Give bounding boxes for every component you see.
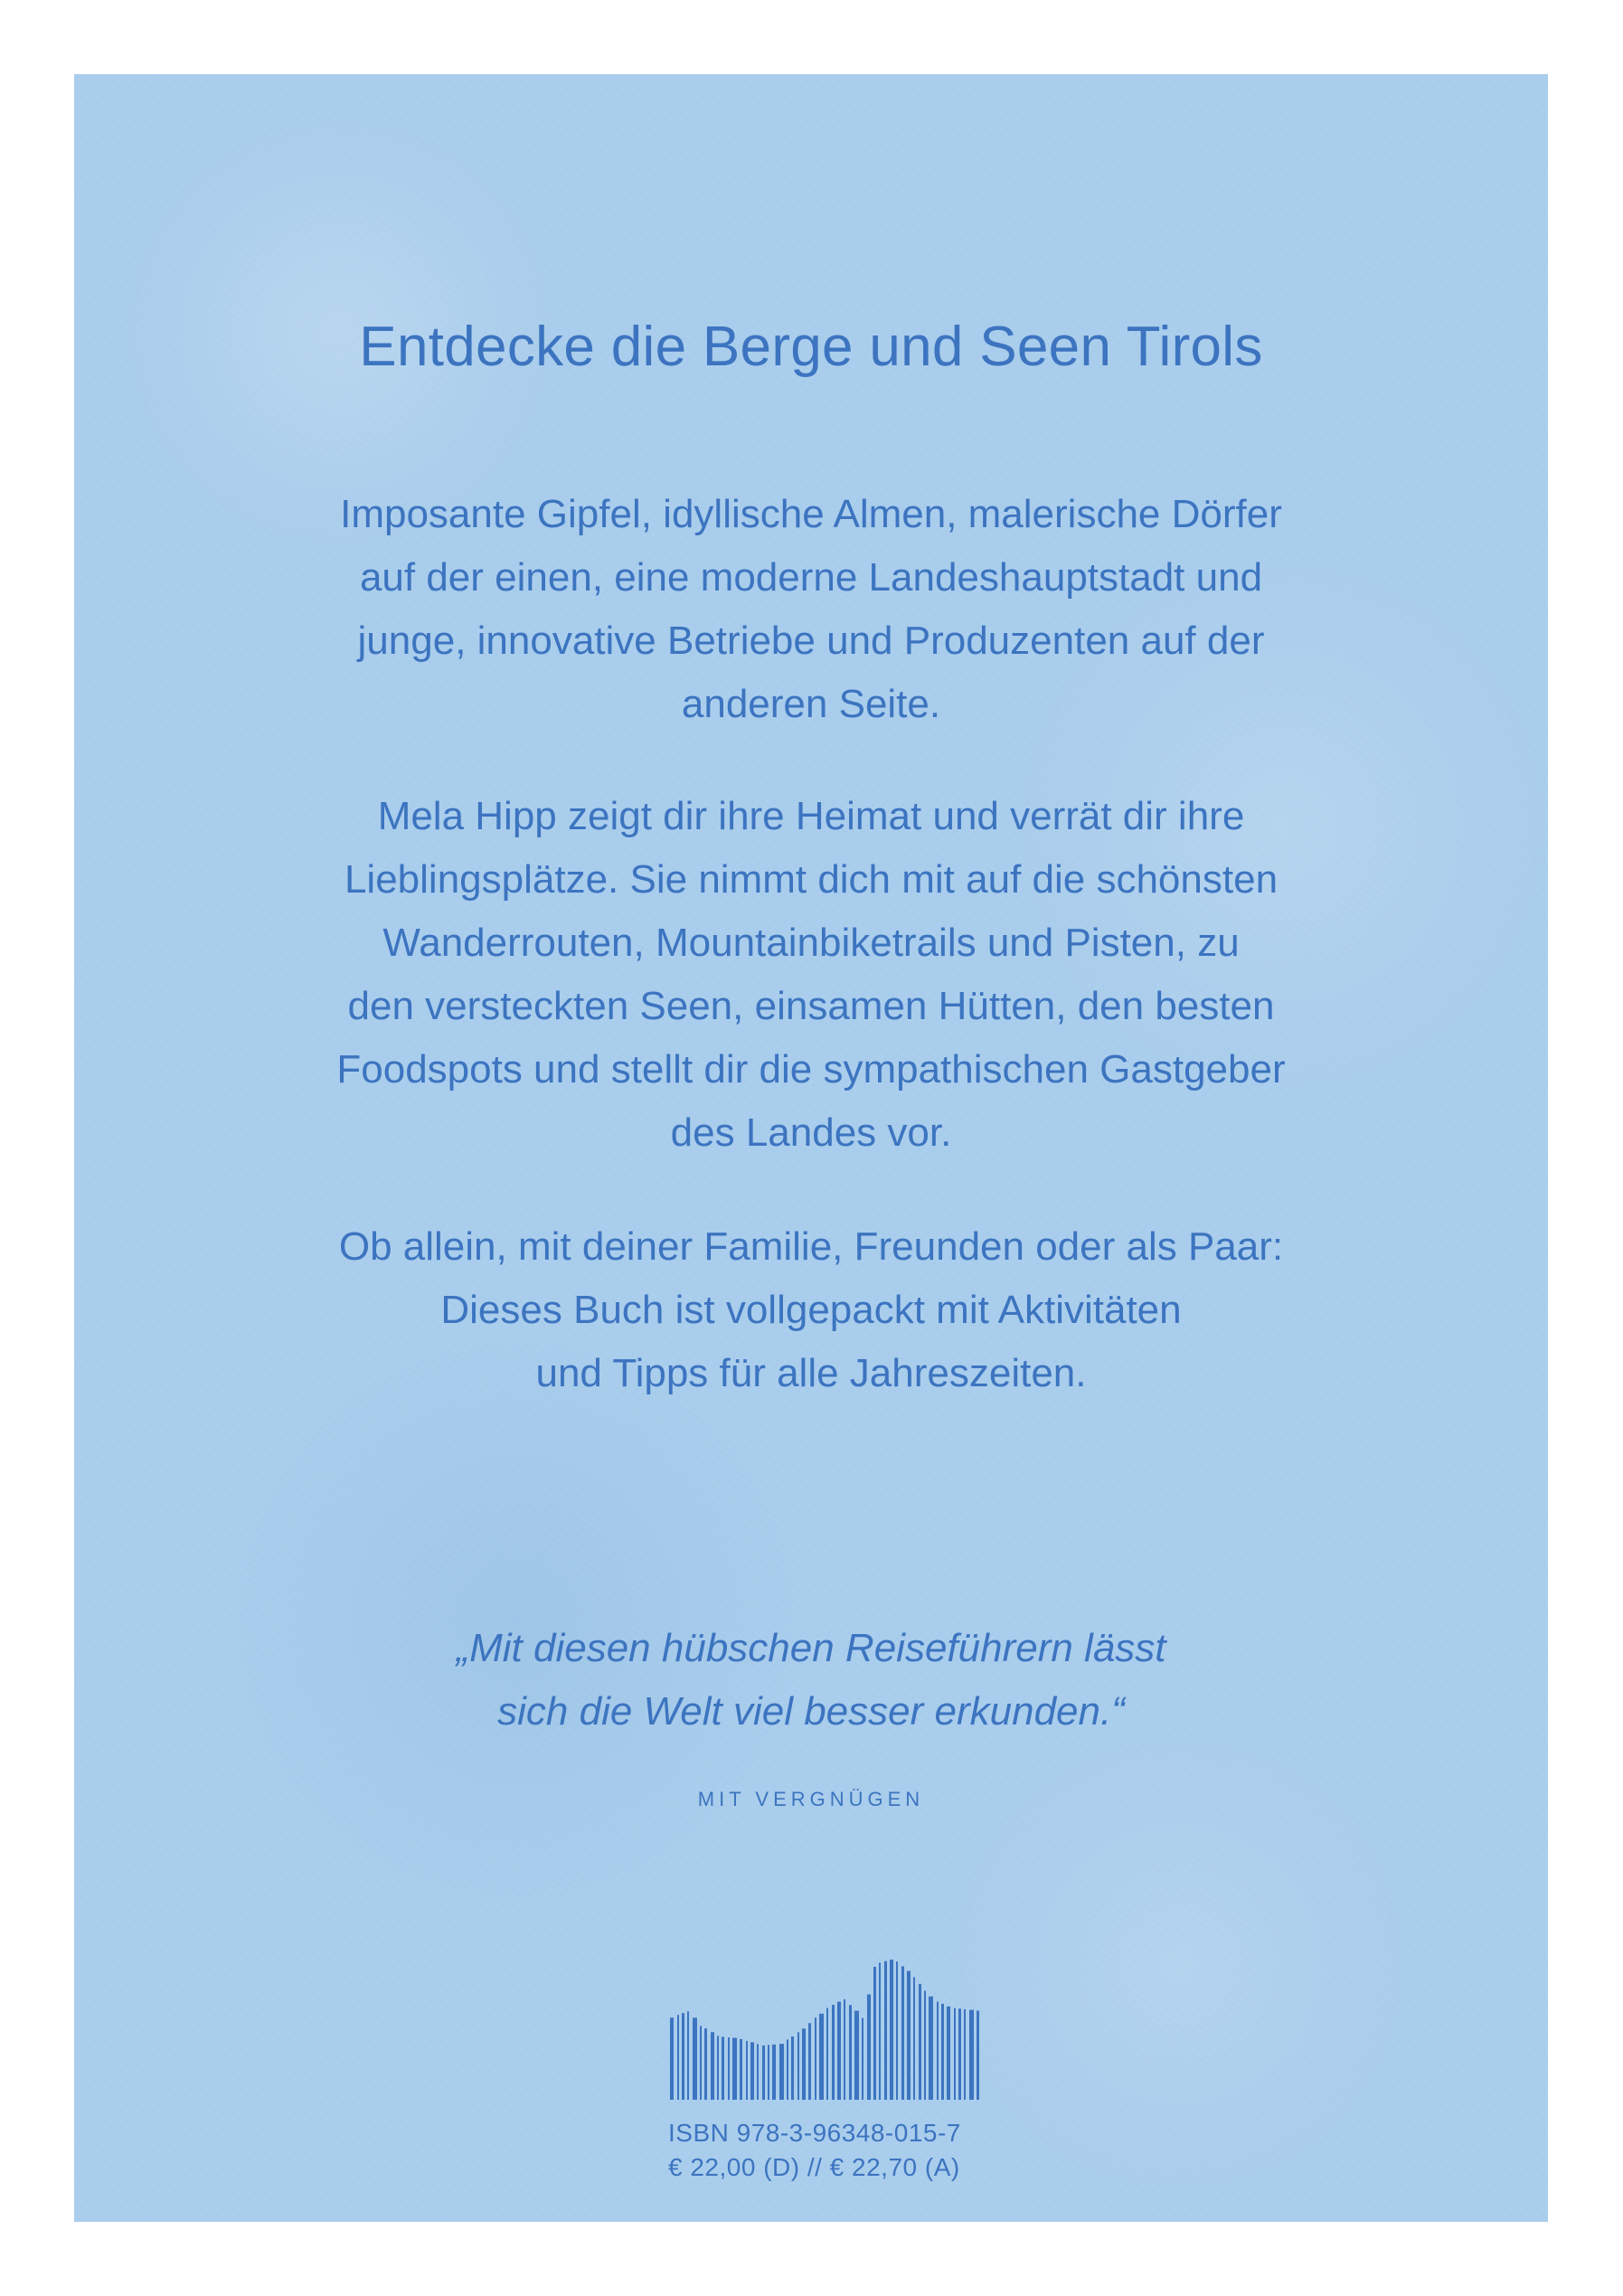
text-line: anderen Seite. <box>681 682 941 726</box>
barcode-bar <box>677 2015 679 2100</box>
barcode-bar <box>815 2017 816 2100</box>
barcode-bar <box>929 1997 933 2100</box>
barcode-bar <box>854 2011 859 2100</box>
barcode-bar <box>873 1967 876 2100</box>
barcode-bar <box>896 1961 898 2100</box>
barcode-bar <box>969 2010 974 2100</box>
headline: Entdecke die Berge und Seen Tirols <box>359 316 1263 378</box>
barcode-bar <box>819 2014 824 2100</box>
price: € 22,00 (D) // € 22,70 (A) <box>668 2153 960 2181</box>
barcode-mountain-icon <box>668 1955 980 2100</box>
barcode-bar <box>757 2044 759 2100</box>
quote-line: sich die Welt viel besser erkunden.“ <box>497 1689 1125 1734</box>
book-back-cover <box>74 74 1548 2222</box>
barcode-bar <box>704 2028 707 2100</box>
text-line: den versteckten Seen, einsamen Hütten, den besten <box>347 984 1275 1028</box>
barcode-bar <box>977 2011 979 2100</box>
text-line: Lieblingsplätze. Sie nimmt dich mit auf die schönsten <box>344 857 1279 902</box>
barcode-bar <box>787 2039 788 2100</box>
barcode-bar <box>711 2032 714 2100</box>
barcode-bar <box>682 2013 684 2100</box>
barcode-bar <box>740 2039 742 2100</box>
paragraph-author <box>291 785 1331 1165</box>
barcode-bar <box>670 2017 674 2100</box>
barcode-bar <box>958 2008 961 2100</box>
text-line: Mela Hipp zeigt dir ihre Heimat und verrät dir ihre <box>377 794 1245 838</box>
barcode-bar <box>913 1977 915 2100</box>
barcode-bar <box>802 2028 806 2100</box>
barcode-bar <box>779 2044 784 2100</box>
barcode-bar <box>907 1971 911 2100</box>
paragraph-audience <box>291 1215 1331 1405</box>
text-line: Ob allein, mit deiner Familie, Freunden oder als Paar: <box>338 1224 1284 1269</box>
text-line: junge, innovative Betriebe und Produzenten auf der <box>357 619 1265 663</box>
barcode-bar <box>768 2045 769 2100</box>
barcode-bar <box>808 2023 811 2100</box>
barcode-bar <box>746 2041 748 2100</box>
barcode-bar <box>687 2011 689 2100</box>
paragraph-intro <box>291 483 1331 736</box>
barcode-bar <box>762 2046 765 2100</box>
text-line: Imposante Gipfel, idyllische Almen, malerische Dörfer <box>340 492 1282 536</box>
barcode-bar <box>849 2005 852 2100</box>
barcode-bar <box>797 2032 799 2100</box>
barcode-bar <box>826 2008 828 2100</box>
text-line: auf der einen, eine moderne Landeshauptstadt und <box>359 555 1263 600</box>
text-line: Wanderrouten, Mountainbiketrails und Pisten, zu <box>382 921 1240 965</box>
barcode-bar <box>700 2026 702 2100</box>
barcode-bar <box>728 2037 730 2100</box>
barcode-bar <box>750 2042 754 2100</box>
barcode-bar <box>791 2036 794 2100</box>
barcode-bar <box>919 1984 921 2100</box>
barcode <box>668 1955 980 2100</box>
barcode-bar <box>832 2005 835 2100</box>
barcode-bar <box>884 1961 887 2100</box>
barcode-bar <box>862 2018 863 2100</box>
barcode-bar <box>947 2007 950 2100</box>
barcode-bar <box>924 1990 926 2100</box>
text-line: Foodspots und stellt dir die sympathischen Gastgeber <box>336 1047 1286 1091</box>
text-line: des Landes vor. <box>670 1110 952 1155</box>
barcode-bar <box>964 2009 966 2100</box>
isbn: ISBN 978-3-96348-015-7 <box>668 2119 961 2147</box>
text-line: und Tipps für alle Jahreszeiten. <box>535 1351 1087 1395</box>
press-quote <box>291 1617 1331 1743</box>
barcode-bar <box>722 2036 724 2100</box>
barcode-bar <box>954 2008 956 2100</box>
barcode-bar <box>772 2045 776 2100</box>
barcode-bar <box>937 2001 939 2100</box>
barcode-bar <box>941 2004 944 2100</box>
barcode-bar <box>901 1966 904 2100</box>
barcode-bar <box>890 1960 893 2100</box>
barcode-bar <box>837 2002 841 2100</box>
text-line: Dieses Buch ist vollgepackt mit Aktivitäten <box>440 1288 1182 1332</box>
barcode-bar <box>867 1994 871 2100</box>
barcode-bar <box>693 2017 697 2100</box>
barcode-bar <box>717 2036 719 2100</box>
quote-source: MIT VERGNÜGEN <box>697 1788 925 1810</box>
barcode-bar <box>732 2038 737 2100</box>
barcode-bar <box>879 1962 881 2100</box>
barcode-bar <box>844 1999 845 2100</box>
quote-line: „Mit diesen hübschen Reiseführern lässt <box>456 1626 1166 1670</box>
